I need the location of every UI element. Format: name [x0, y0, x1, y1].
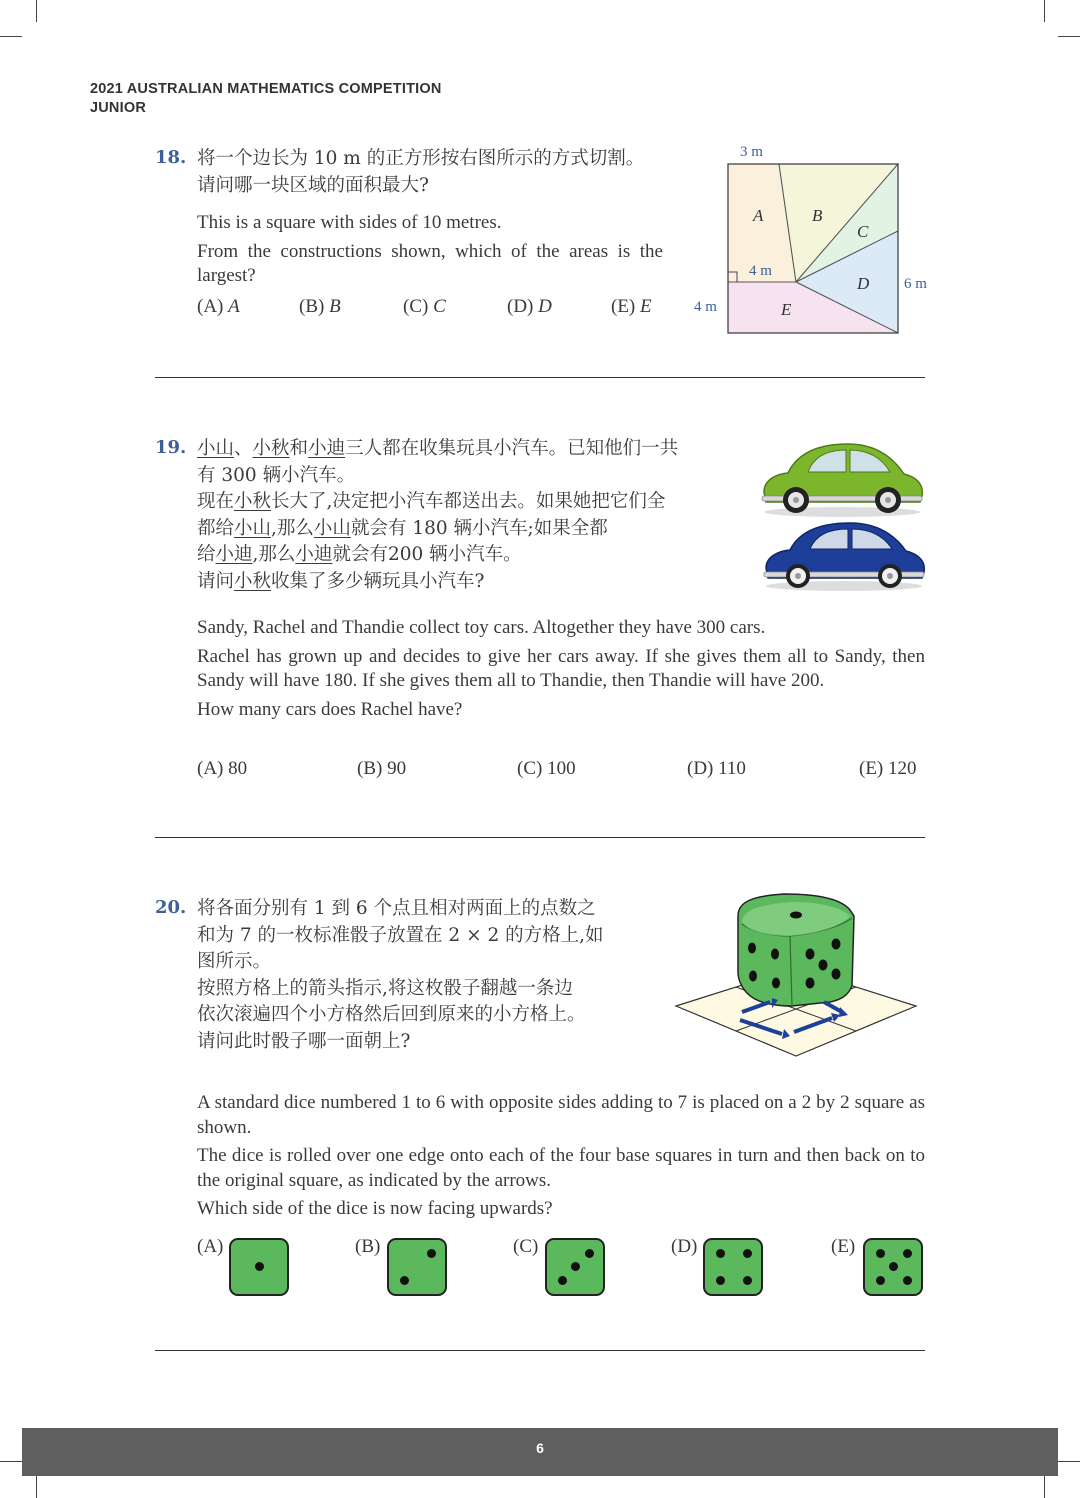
page-footer	[22, 1428, 1058, 1476]
crop-mark	[1044, 1476, 1045, 1498]
region-label-d: D	[857, 274, 870, 293]
dimension-inner: 4 m	[749, 263, 772, 279]
green-toy-car-image	[758, 440, 926, 518]
answer-option[interactable]: (E) 120	[859, 758, 917, 779]
region-label-b: B	[812, 206, 823, 225]
question-text-en: Sandy, Rachel and Thandie collect toy cars. Altogether they have 300 cars. Rachel has grown up and decides to give her cars away. If she gives them all to Sandy, then Sandy will have 180. If she gives them all to Thandie, then Thandie will have 200. How many cars does Rachel have?	[197, 617, 925, 720]
divider	[155, 377, 925, 378]
page-header	[90, 80, 442, 118]
answer-options: (A) (B) (C) (D) (E)	[197, 1236, 927, 1300]
crop-mark	[1044, 0, 1045, 22]
answer-option[interactable]: (D) 110	[687, 758, 746, 779]
question-text-zh: 将一个边长为 10 m 的正方形按右图所示的方式切割。 请问哪一块区域的面积最大?	[197, 148, 645, 196]
dice-face-two	[387, 1238, 447, 1296]
region-label-c: C	[857, 222, 869, 241]
question-text-en: This is a square with sides of 10 metres. From the constructions shown, which of the areas is the largest?	[197, 212, 663, 286]
page-number: 6	[536, 1440, 544, 1456]
question-number: 18.	[155, 147, 187, 168]
header-division: JUNIOR	[90, 100, 146, 116]
dimension-top: 3 m	[740, 144, 763, 160]
answer-option[interactable]: (C) C	[403, 296, 446, 317]
question-text-zh: 将各面分别有 1 到 6 个点且相对两面上的点数之 和为 7 的一枚标准骰子放置在 2 × 2 的方格上,如 图所示。 按照方格上的箭头指示,将这枚骰子翻越一条边 依次滚遍四个小方格然后回到原来的小方格上。 请问此时骰子哪一面朝上?	[197, 898, 604, 1052]
crop-mark	[0, 1461, 22, 1462]
region-label-e: E	[781, 300, 792, 319]
answer-option[interactable]: (B) B	[299, 296, 341, 317]
header-competition-title: 2021 AUSTRALIAN MATHEMATICS COMPETITION	[90, 81, 442, 97]
crop-mark	[1058, 1461, 1080, 1462]
square-diagram	[688, 138, 938, 348]
answer-option[interactable]: (A) A	[197, 296, 240, 317]
crop-mark	[36, 1476, 37, 1498]
answer-option[interactable]: (E) E	[611, 296, 652, 317]
region-label-a: A	[753, 206, 764, 225]
dice-face-five	[863, 1238, 923, 1296]
question-number: 20.	[155, 897, 187, 918]
blue-toy-car-image	[760, 520, 928, 592]
dice-on-grid-diagram	[672, 888, 922, 1063]
question-number: 19.	[155, 437, 187, 458]
crop-mark	[36, 0, 37, 22]
divider	[155, 1350, 925, 1351]
dice-face-three	[545, 1238, 605, 1296]
question-text-en: A standard dice numbered 1 to 6 with opposite sides adding to 7 is placed on a 2 by 2 square as shown. The dice is rolled over one edge onto each of the four base squares in turn and then back on to the original square, as indicated by the arrows. Which side of the dice is now facing upwards?	[197, 1092, 925, 1219]
answer-option[interactable]: (C) 100	[517, 758, 576, 779]
answer-option[interactable]: (D) D	[507, 296, 552, 317]
answer-option[interactable]: (B) 90	[357, 758, 407, 779]
dimension-right: 6 m	[904, 276, 927, 292]
question-text-zh: 小山、小秋和小迪三人都在收集玩具小汽车。已知他们一共 有 300 辆小汽车。 现在小秋长大了,决定把小汽车都送出去。如果她把它们全 都给小山,那么小山就会有 180 辆小汽车;如果全都 给小迪,那么小迪就会有200 辆小汽车。 请问小秋收集了多少辆玩具小汽车?	[197, 438, 679, 592]
crop-mark	[1058, 36, 1080, 37]
divider	[155, 837, 925, 838]
dice-face-four	[703, 1238, 763, 1296]
dice-face-one	[229, 1238, 289, 1296]
dimension-left: 4 m	[694, 299, 717, 315]
crop-mark	[0, 36, 22, 37]
answer-option[interactable]: (A) 80	[197, 758, 248, 779]
